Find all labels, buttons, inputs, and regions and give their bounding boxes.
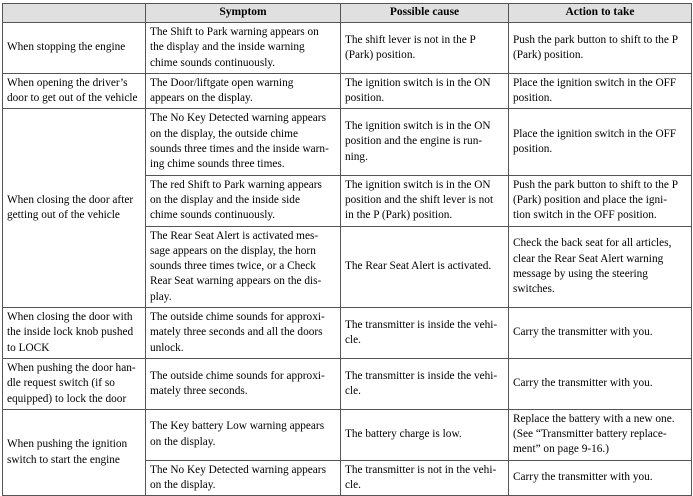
symptom-cell: The Shift to Park warning appears on the display and the inside warning chime sounds continuously.: [146, 23, 341, 74]
symptom-cell: The red Shift to Park warning appears on the display and the inside side chime sounds continuously.: [146, 175, 341, 226]
cause-cell: The ignition switch is in the ON position and the shift lever is not in the P (Park) position.: [341, 175, 509, 226]
header-cause: Possible cause: [341, 4, 509, 23]
action-cell: Place the ignition switch in the OFF position.: [509, 109, 692, 175]
cause-cell: The ignition switch is in the ON position.: [341, 73, 509, 109]
warning-table: [2, 3, 692, 496]
header-row: [3, 4, 692, 23]
table-row: [3, 73, 692, 109]
cause-cell: The transmitter is not in the vehi- cle.: [341, 460, 509, 496]
action-cell: Place the ignition switch in the OFF position.: [509, 73, 692, 109]
header-symptom: Symptom: [146, 4, 341, 23]
cause-cell: The ignition switch is in the ON position and the engine is run- ning.: [341, 109, 509, 175]
symptom-cell: The No Key Detected warning appears on the display.: [146, 460, 341, 496]
symptom-cell: The No Key Detected warning appears on the display, the outside chime sounds three times and the inside warn- ing chime sounds three times.: [146, 109, 341, 175]
situation-cell: When closing the door with the inside lock knob pushed to LOCK: [3, 308, 146, 359]
symptom-cell: The outside chime sounds for approxi- mately three seconds and all the doors unlock.: [146, 308, 341, 359]
action-cell: Push the park button to shift to the P (Park) position.: [509, 23, 692, 74]
action-cell: Push the park button to shift to the P (Park) position and place the igni- tion switch in the OFF position.: [509, 175, 692, 226]
action-cell: Carry the transmitter with you.: [509, 358, 692, 409]
symptom-cell: The Rear Seat Alert is activated mes- sage appears on the display, the horn sounds three times twice, or a Check Rear Seat warning appears on the dis- play.: [146, 226, 341, 307]
action-cell: Carry the transmitter with you.: [509, 308, 692, 359]
table-row: [3, 23, 692, 74]
header-situation: [3, 4, 146, 23]
symptom-cell: The Door/liftgate open warning appears on the display.: [146, 73, 341, 109]
table-row: [3, 308, 692, 359]
symptom-cell: The outside chime sounds for approxi- mately three seconds.: [146, 358, 341, 409]
table-row: [3, 358, 692, 409]
situation-cell: When pushing the ignition switch to start the engine: [3, 409, 146, 495]
cause-cell: The shift lever is not in the P (Park) position.: [341, 23, 509, 74]
cause-cell: The transmitter is inside the vehi- cle.: [341, 308, 509, 359]
action-cell: Check the back seat for all articles, clear the Rear Seat Alert warning message by using the steering switches.: [509, 226, 692, 307]
situation-cell: When closing the door after getting out of the vehicle: [3, 109, 146, 308]
situation-cell: When pushing the door han- dle request switch (if so equipped) to lock the door: [3, 358, 146, 409]
cause-cell: The battery charge is low.: [341, 409, 509, 460]
table-row: [3, 109, 692, 175]
symptom-cell: The Key battery Low warning appears on the display.: [146, 409, 341, 460]
situation-cell: When opening the driver’s door to get out of the vehicle: [3, 73, 146, 109]
header-action: Action to take: [509, 4, 692, 23]
table-row: [3, 409, 692, 460]
cause-cell: The Rear Seat Alert is activated.: [341, 226, 509, 307]
action-cell: Carry the transmitter with you.: [509, 460, 692, 496]
situation-cell: When stopping the engine: [3, 23, 146, 74]
cause-cell: The transmitter is inside the vehi- cle.: [341, 358, 509, 409]
action-cell: Replace the battery with a new one. (See “Transmitter battery replace- ment” on page 9-16.): [509, 409, 692, 460]
